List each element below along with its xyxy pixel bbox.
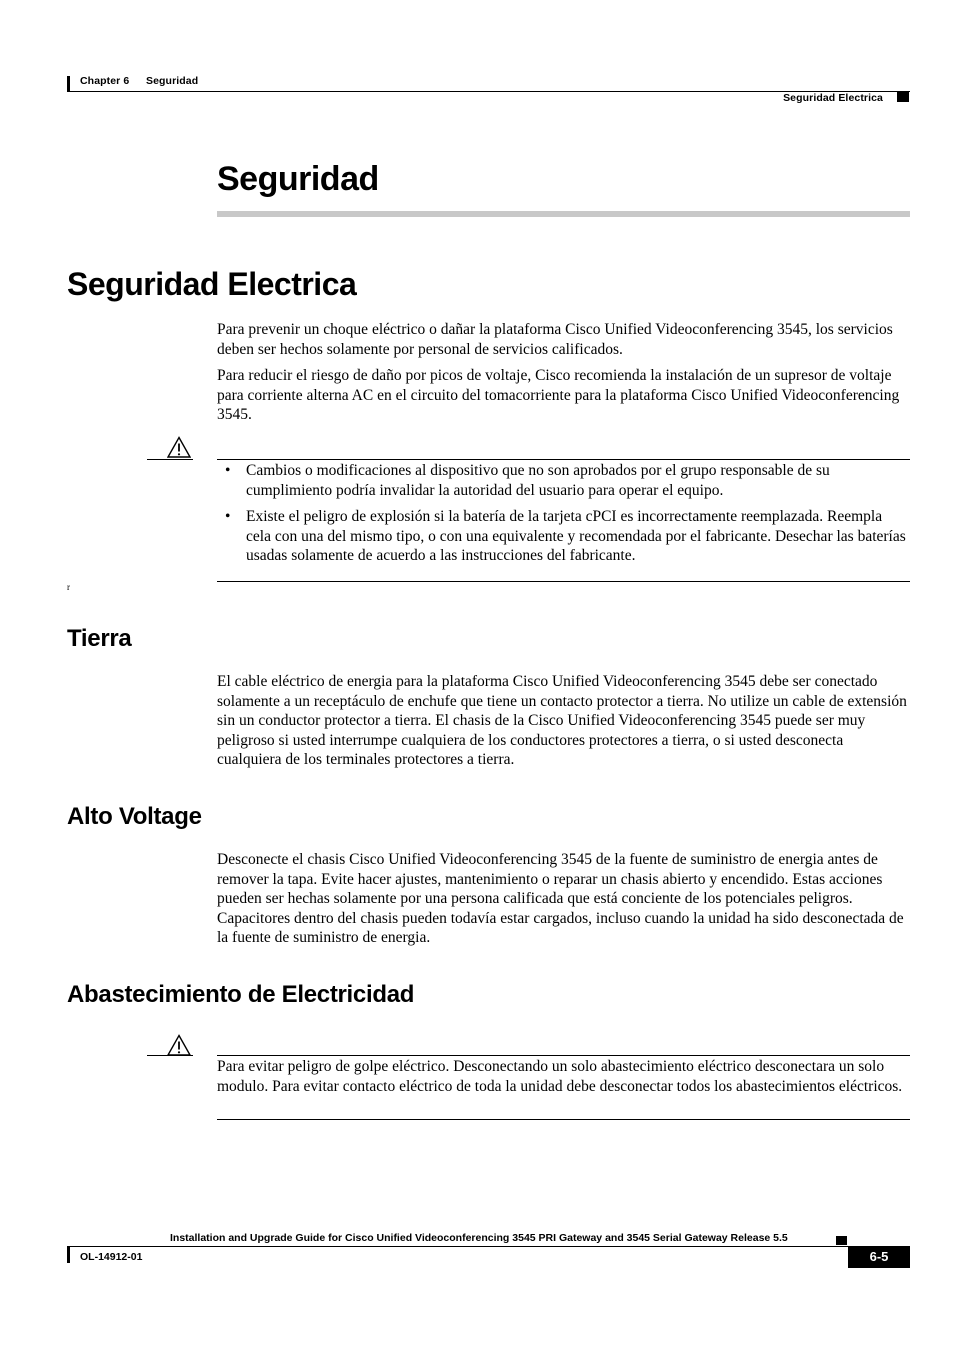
- tierra-paragraph: El cable eléctrico de energia para la plataforma Cisco Unified Videoconferencing 3545 debe ser conectado solamente a un receptáculo de enchufe que tiene un contacto protector a tierra. No utilize un cable de extensión sin un conductor protector a tierra. El chasis de la Cisco Unified Videoconferencing 3545 puede ser muy peligroso si usted interrumpe cualquiera de los conductores protectores a tierra, o si usted desconecta cualquiera de los terminales protectores a tierra.: [217, 673, 907, 768]
- warning-top-rule: [217, 1055, 910, 1056]
- footer-left-bar: [67, 1246, 70, 1263]
- footer-rule: [67, 1246, 910, 1247]
- abastecimiento-warning-text: Para evitar peligro de golpe eléctrico. Desconectando un solo abastecimiento eléctrico desconectara un solo modulo. Para evitar contacto eléctrico de toda la unidad debe desconectar todos los abastecimientos eléctricos.: [217, 1058, 903, 1095]
- warning-icon: [167, 1034, 191, 1056]
- abastecimiento-heading: Abastecimiento de Electricidad: [67, 981, 415, 1008]
- header-chapter-label: Chapter 6: [80, 75, 130, 87]
- stray-mark: r: [67, 582, 70, 592]
- alto-voltage-heading: Alto Voltage: [67, 803, 202, 830]
- header-square-marker: [897, 92, 909, 102]
- header-chapter-name: Seguridad: [146, 75, 199, 87]
- tierra-heading: Tierra: [67, 625, 132, 652]
- warning-stub-line: [147, 1055, 193, 1056]
- chapter-title: Seguridad: [217, 160, 379, 198]
- alto-voltage-paragraph: Desconecte el chasis Cisco Unified Videoconferencing 3545 de la fuente de suministro de energia antes de remover la tapa. Evite hacer ajustes, mantenimiento o reparar un chasis abierto y encendido. Estas acciones pueden ser hechas solamente por una persona calificada que está conciente de los potenciales peligros. Capacitores dentro del chasis pueden todavía estar cargados, incluso cuando la unidad ha sido desconectada de la fuente de suministro de energia.: [217, 851, 904, 946]
- paragraph: Para reducir el riesgo de daño por picos de voltaje, Cisco recomienda la instalación de un supresor de voltaje para corriente alterna AC en el circuito del tomacorriente para la plataforma Cisco Unified Videoconferencing 3545.: [217, 367, 900, 423]
- header-left-bar: [67, 76, 70, 92]
- footer-doc-number: OL-14912-01: [80, 1251, 143, 1263]
- warning-bottom-rule: [217, 1119, 910, 1120]
- warning-stub-line: [147, 459, 193, 460]
- warning-bottom-rule: [217, 581, 910, 582]
- footer-guide-title: Installation and Upgrade Guide for Cisco Unified Videoconferencing 3545 PRI Gateway and 3545 Serial Gateway Release 5.5: [170, 1232, 788, 1244]
- list-item: • Existe el peligro de explosión si la batería de la tarjeta cPCI es incorrectamente reemplazada. Reempla cela con una del mismo tipo, o con una equivalente y recomendada por el fabricante. Desechar las baterías usadas solamente de acuerdo a las instrucciones del fabricante.: [217, 507, 910, 566]
- warning-bullet-list: [217, 461, 910, 573]
- footer-page-number: 6-5: [848, 1246, 910, 1268]
- section-title: Seguridad Electrica: [67, 266, 357, 302]
- header-section-name: Seguridad Electrica: [783, 92, 883, 104]
- list-item: • Cambios o modificaciones al dispositivo que no son aprobados por el grupo responsable de su cumplimiento podría invalidar la autoridad del usuario para operar el equipo.: [217, 461, 910, 500]
- warning-icon: [167, 436, 191, 458]
- warning-top-rule: [217, 459, 910, 460]
- chapter-title-rule: [217, 211, 910, 217]
- paragraph: Para prevenir un choque eléctrico o dañar la plataforma Cisco Unified Videoconferencing 3545, los servicios deben ser hechos solamente por personal de servicios calificados.: [217, 321, 893, 358]
- footer-square-marker: [836, 1236, 847, 1245]
